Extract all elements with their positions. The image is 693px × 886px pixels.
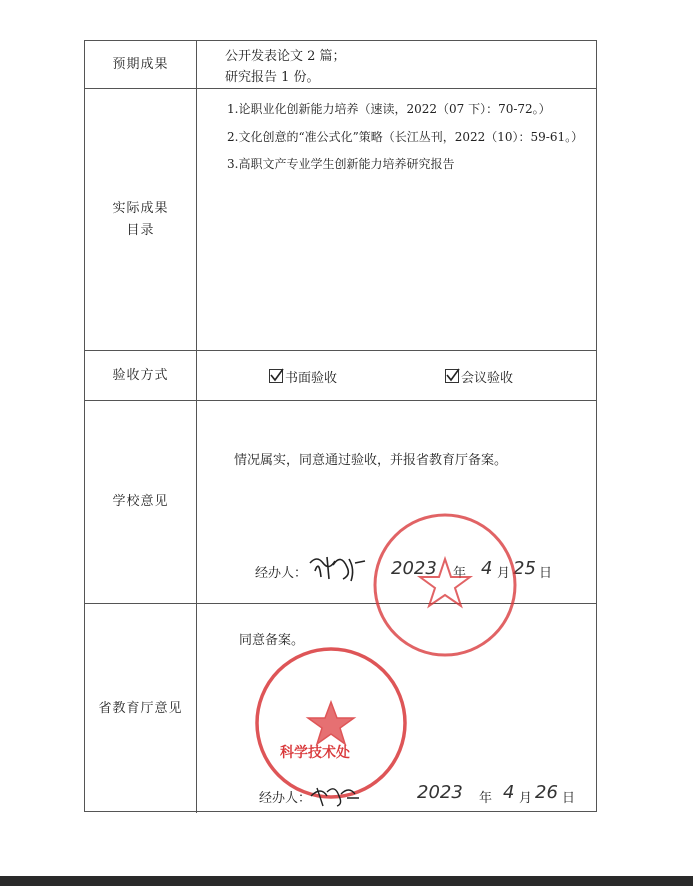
label-actual-results [85,89,197,350]
row-province-opinion [85,604,596,813]
school-date-year-unit: 年 [453,566,467,581]
option-meeting-label: 会议验收 [461,371,514,386]
label-actual-line1: 实际成果 [112,200,169,216]
province-seal-stamp [252,644,410,802]
school-date-day-unit: 日 [539,566,553,581]
row-acceptance-method [85,351,596,401]
checkmark-icon [269,368,284,383]
label-acceptance-method: 验收方式 [85,351,197,400]
actual-results-list [197,89,596,350]
written-checkbox[interactable] [269,369,283,383]
province-date-year: 2023 [417,782,463,803]
list-item: 2.文化创意的“准公式化”策略（长江丛刊，2022（10）：59-61。） [227,130,584,144]
province-handler-signature [309,782,361,808]
province-opinion-content [197,604,596,813]
list-item: 1.论职业化创新能力培养（速读，2022（07 下）：70-72。） [227,102,551,116]
school-handler-signature [307,551,367,585]
province-handler-label: 经办人： [259,791,312,806]
option-meeting[interactable] [445,367,513,386]
acceptance-method-options [197,351,596,400]
school-date-day: 25 [513,558,536,579]
expected-line-papers: 公开发表论文 2 篇； [225,49,346,64]
row-actual-results [85,89,596,351]
label-school-opinion: 学校意见 [85,401,197,603]
option-written-label: 书面验收 [285,371,338,386]
province-date-day-unit: 日 [562,791,576,806]
option-written[interactable] [269,367,337,386]
label-expected-results: 预期成果 [85,41,197,88]
expected-line-report: 研究报告 1 份。 [225,70,320,85]
row-school-opinion [85,401,596,604]
acceptance-form-table [84,40,597,812]
meeting-checkbox[interactable] [445,369,459,383]
label-province-opinion: 省教育厅意见 [85,604,197,813]
page-bottom-edge [0,876,693,886]
school-opinion-text: 情况属实，同意通过验收，并报省教育厅备案。 [234,453,508,468]
row-expected-results [85,41,596,89]
province-date-month: 4 [503,782,515,803]
province-date-month-unit: 月 [519,791,533,806]
label-actual-line2: 目录 [126,222,155,238]
province-opinion-text: 同意备案。 [239,633,305,648]
school-date-month: 4 [481,558,493,579]
province-date-year-unit: 年 [479,791,493,806]
school-date-month-unit: 月 [497,566,511,581]
school-handler-label: 经办人： [255,566,308,581]
checkmark-icon [445,368,460,383]
school-date-year: 2023 [391,558,437,579]
school-opinion-content [197,401,596,603]
province-stamp-bottom-text: 科学技术处 [280,745,350,761]
expected-results-content [197,41,596,88]
province-date-day: 26 [535,782,558,803]
list-item: 3.高职文产专业学生创新能力培养研究报告 [227,157,455,171]
